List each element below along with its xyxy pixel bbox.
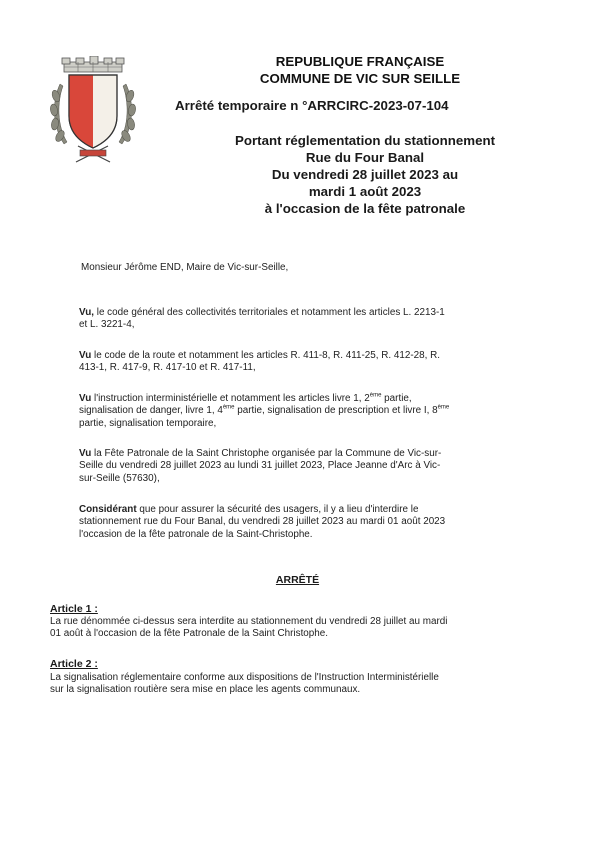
considerant-paragraph xyxy=(79,504,549,541)
vu-text: la Fête Patronale de la Saint Christophe organisée par la Commune de Vic-sur- xyxy=(91,448,442,459)
vu-paragraph-4 xyxy=(79,448,549,485)
article-text-line: sur la signalisation routière sera mise en place les agents communaux. xyxy=(50,684,361,696)
document-subject xyxy=(160,132,570,217)
vu-text: 413-1, R. 417-9, R. 417-10 et R. 417-11, xyxy=(79,362,256,374)
superscript: ème xyxy=(369,392,382,399)
article-text-line: La rue dénommée ci-dessus sera interdite au stationnement du vendredi 28 juillet au mardi xyxy=(50,616,448,627)
subject-line: Portant réglementation du stationnement xyxy=(234,133,496,148)
superscript: ème xyxy=(437,405,450,412)
article-1-text xyxy=(50,616,550,641)
article-text-line: La signalisation réglementaire conforme aux dispositions de l'Instruction Interministérielle xyxy=(50,672,439,683)
considerant-text: stationnement rue du Four Banal, du vendredi 28 juillet 2023 au mardi 01 août 2023 xyxy=(79,516,446,528)
vu-text: sur-Seille (57630), xyxy=(79,472,160,484)
article-2-text xyxy=(50,672,550,697)
subject-line: à l'occasion de la fête patronale xyxy=(264,201,466,216)
vu-paragraph-3 xyxy=(79,393,549,430)
arrete-number: Arrêté temporaire n °ARRCIRC-2023-07-104 xyxy=(175,98,449,113)
vu-text: signalisation de danger, livre 1, 4 xyxy=(79,405,223,417)
vu-text: partie, signalisation de prescription et livre I, 8 xyxy=(234,405,438,417)
superscript: ème xyxy=(222,405,235,412)
article-1-title: Article 1 : xyxy=(50,603,98,615)
considerant-text: l'occasion de la fête patronale de la Saint-Christophe. xyxy=(79,528,313,540)
vu-paragraph-1 xyxy=(79,307,549,332)
vu-text: l'instruction interministérielle et notamment les articles livre 1, 2 xyxy=(91,393,370,404)
vu-text: le code de la route et notamment les articles R. 411-8, R. 411-25, R. 412-28, R. xyxy=(91,350,440,361)
vu-text: Seille du vendredi 28 juillet 2023 au lundi 31 juillet 2023, Place Jeanne d'Arc à Vic- xyxy=(79,460,441,472)
vu-lead: Vu, xyxy=(79,307,94,318)
vu-text: partie, xyxy=(381,393,412,404)
considerant-lead: Considérant xyxy=(79,504,137,515)
vu-text: partie, signalisation temporaire, xyxy=(79,417,217,429)
vu-text: et L. 3221-4, xyxy=(79,319,135,331)
subject-line: Rue du Four Banal xyxy=(305,150,425,165)
article-text-line: 01 août à l'occasion de la fête Patronale de la Saint Christophe. xyxy=(50,628,329,640)
subject-line: Du vendredi 28 juillet 2023 au xyxy=(271,167,459,182)
vu-lead: Vu xyxy=(79,393,92,404)
article-2-title: Article 2 : xyxy=(50,658,98,670)
mayor-line: Monsieur Jérôme END, Maire de Vic-sur-Seille, xyxy=(81,262,289,273)
arrete-heading: ARRÊTÉ xyxy=(275,574,320,586)
document-header xyxy=(150,53,570,87)
commune-title: COMMUNE DE VIC SUR SEILLE xyxy=(259,71,461,86)
subject-line: mardi 1 août 2023 xyxy=(308,184,422,199)
vu-text: le code général des collectivités territoriales et notamment les articles L. 2213-1 xyxy=(94,307,445,318)
vu-lead: Vu xyxy=(79,350,92,361)
vu-lead: Vu xyxy=(79,448,92,459)
coat-of-arms-logo xyxy=(50,56,136,166)
vu-paragraph-2 xyxy=(79,350,549,375)
considerant-text: que pour assurer la sécurité des usagers, il y a lieu d'interdire le xyxy=(136,504,419,515)
republic-title: REPUBLIQUE FRANÇAISE xyxy=(275,54,445,69)
